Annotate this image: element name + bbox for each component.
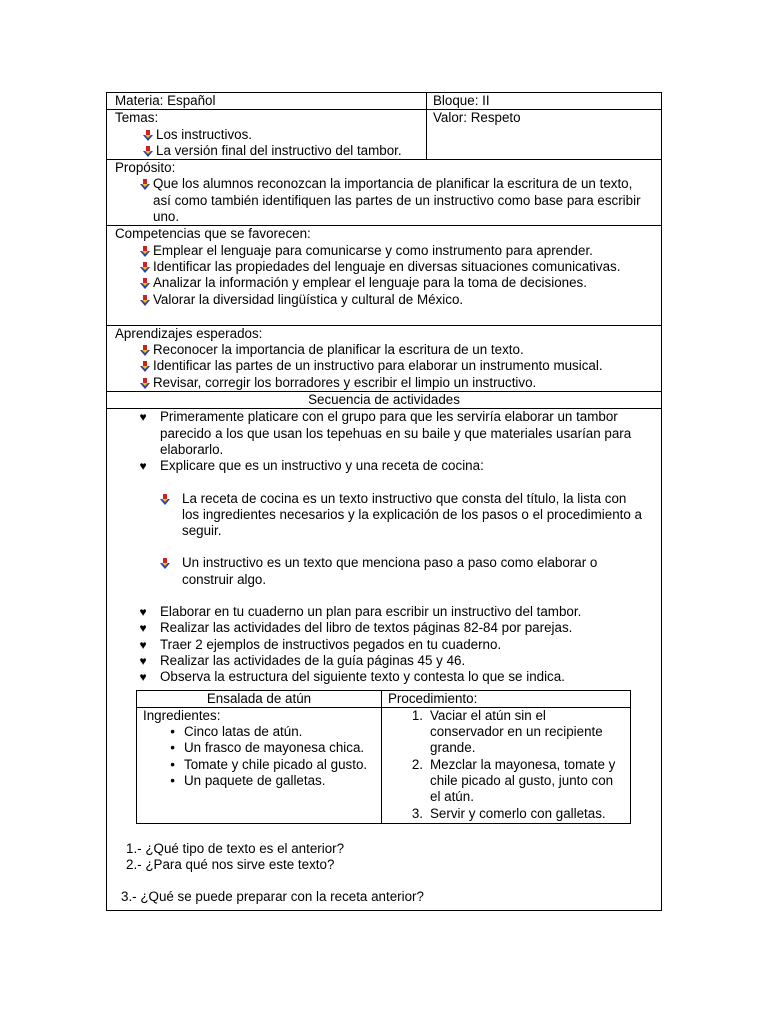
list-item: [115, 243, 661, 259]
question: 3.- ¿Qué se puede preparar con la receta anterior?: [121, 889, 424, 905]
arrow-bullet-icon: [137, 176, 153, 192]
list-item: [143, 773, 375, 789]
arrow-bullet-icon: [140, 143, 156, 159]
competencia-text: Valorar la diversidad lingüística y cultural de México.: [153, 291, 464, 307]
list-item: [107, 555, 661, 588]
header-row: [107, 93, 661, 109]
arrow-bullet-icon: [140, 127, 156, 143]
list-item: [115, 342, 661, 358]
dot-bullet-icon: •: [170, 756, 175, 772]
recipe-body-row: [137, 708, 630, 823]
materia-cell: Materia: Español: [107, 93, 427, 109]
recipe-table: [136, 690, 631, 824]
arrow-bullet-icon: [137, 342, 153, 358]
list-item: [107, 620, 661, 636]
arrow-bullet-icon: [137, 243, 153, 259]
proposito-label: Propósito:: [115, 160, 176, 176]
aprendizajes-label: Aprendizajes esperados:: [115, 325, 263, 341]
definition-text: La receta de cocina es un texto instructivo que consta del título, la lista con los ingredientes necesarios y la explicación de los pasos o el procedimiento a seguir.: [182, 490, 643, 539]
bloque-cell: Bloque: II: [433, 93, 490, 108]
activity-text: Elaborar en tu cuaderno un plan para escribir un instructivo del tambor.: [160, 604, 582, 620]
step-number: 1.: [411, 707, 423, 723]
ingredient-text: Un frasco de mayonesa chica.: [184, 740, 365, 756]
competencias-row: [107, 225, 661, 324]
valor-cell: Valor: Respeto: [433, 110, 521, 126]
heart-bullet-icon: ♥: [139, 410, 147, 425]
list-item: [143, 724, 375, 740]
question: 2.- ¿Para qué nos sirve este texto?: [126, 857, 335, 873]
activity-text: Realizar las actividades de la guía páginas 45 y 46.: [160, 652, 466, 668]
arrow-bullet-icon: [137, 358, 153, 374]
secuencia-title: Secuencia de actividades: [107, 391, 661, 408]
recipe-header-row: [137, 691, 630, 708]
procedure-label: Procedimiento:: [388, 690, 478, 706]
recipe-title: Ensalada de atún: [137, 691, 382, 707]
aprendizajes-row: [107, 325, 661, 391]
list-item: [107, 669, 661, 685]
list-item: [115, 292, 661, 308]
activity-text: Primeramente platicare con el grupo para que les serviría elaborar un tambor parecido a los que usan los tepehuas en su baile y que materiales usarían para elaborarlo.: [160, 409, 632, 457]
heart-bullet-icon: ♥: [139, 653, 147, 668]
competencias-label: Competencias que se favorecen:: [115, 226, 311, 242]
dot-bullet-icon: •: [170, 772, 175, 788]
activity-text: Realizar las actividades del libro de textos páginas 82-84 por parejas.: [160, 620, 573, 636]
list-item: [115, 127, 426, 143]
list-item: [107, 604, 661, 620]
step-text: Mezclar la mayonesa, tomate y chile picado al gusto, junto con el atún.: [430, 756, 616, 805]
lesson-plan-table: [106, 92, 662, 911]
arrow-bullet-icon: [157, 555, 173, 571]
tema-text: Los instructivos.: [156, 126, 253, 142]
proposito-row: [107, 159, 661, 225]
arrow-bullet-icon: [137, 375, 153, 391]
ingredient-text: Tomate y chile picado al gusto.: [184, 756, 368, 772]
competencia-text: Emplear el lenguaje para comunicarse y como instrumento para aprender.: [153, 242, 593, 258]
step-text: Vaciar el atún sin el conservador en un recipiente grande.: [430, 707, 603, 756]
arrow-bullet-icon: [137, 292, 153, 308]
activity-text: Traer 2 ejemplos de instructivos pegados en tu cuaderno.: [160, 636, 502, 652]
activity-text: Observa la estructura del siguiente texto y contesta lo que se indica.: [160, 669, 565, 685]
list-item: [107, 653, 661, 669]
dot-bullet-icon: •: [170, 740, 175, 756]
secuencia-row: [107, 408, 661, 909]
list-item: [115, 176, 661, 225]
list-item: [115, 259, 661, 275]
list-item: [382, 806, 618, 822]
ingredient-text: Un paquete de galletas.: [184, 772, 326, 788]
competencia-text: Identificar las propiedades del lenguaje en diversas situaciones comunicativas.: [153, 258, 621, 274]
heart-bullet-icon: ♥: [139, 670, 147, 685]
proposito-text: Que los alumnos reconozcan la importancia de planificar la escritura de un texto, así como también identifiquen las partes de un instructivo como base para escribir uno.: [153, 176, 641, 225]
aprendizaje-text: Identificar las partes de un instructivo para elaborar un instrumento musical.: [153, 358, 603, 374]
heart-bullet-icon: ♥: [139, 459, 147, 474]
list-item: [382, 757, 618, 806]
ingredients-label: Ingredientes:: [143, 707, 221, 723]
list-item: [115, 143, 426, 159]
temas-row: [107, 109, 661, 159]
temas-label: Temas:: [115, 110, 159, 126]
dot-bullet-icon: •: [170, 724, 175, 740]
list-item: [143, 757, 375, 773]
list-item: [143, 740, 375, 756]
heart-bullet-icon: ♥: [139, 621, 147, 636]
competencia-text: Analizar la información y emplear el lenguaje para la toma de decisiones.: [153, 275, 587, 291]
definition-text: Un instructivo es un texto que menciona paso a paso como elaborar o construir algo.: [182, 555, 598, 587]
step-number: 2.: [411, 756, 423, 772]
list-item: [115, 358, 661, 374]
ingredient-text: Cinco latas de atún.: [184, 724, 303, 740]
arrow-bullet-icon: [137, 275, 153, 291]
list-item: [107, 458, 661, 474]
arrow-bullet-icon: [157, 491, 173, 507]
procedure-cell: [382, 708, 630, 823]
activity-text: Explicare que es un instructivo y una receta de cocina:: [160, 458, 484, 474]
step-text: Servir y comerlo con galletas.: [430, 805, 606, 821]
aprendizaje-text: Reconocer la importancia de planificar la escritura de un texto.: [153, 342, 524, 358]
ingredients-cell: [137, 708, 382, 823]
tema-text: La versión final del instructivo del tambor.: [156, 142, 402, 158]
temas-cell: [107, 110, 427, 159]
list-item: [115, 375, 661, 391]
question: 1.- ¿Qué tipo de texto es el anterior?: [126, 840, 345, 856]
list-item: [107, 637, 661, 653]
list-item: [107, 491, 661, 540]
step-number: 3.: [411, 805, 423, 821]
list-item: [107, 409, 661, 458]
heart-bullet-icon: ♥: [139, 605, 147, 620]
list-item: [115, 275, 661, 291]
heart-bullet-icon: ♥: [139, 637, 147, 652]
list-item: [382, 708, 618, 757]
aprendizaje-text: Revisar, corregir los borradores y escribir el limpio un instructivo.: [153, 374, 537, 390]
arrow-bullet-icon: [137, 259, 153, 275]
